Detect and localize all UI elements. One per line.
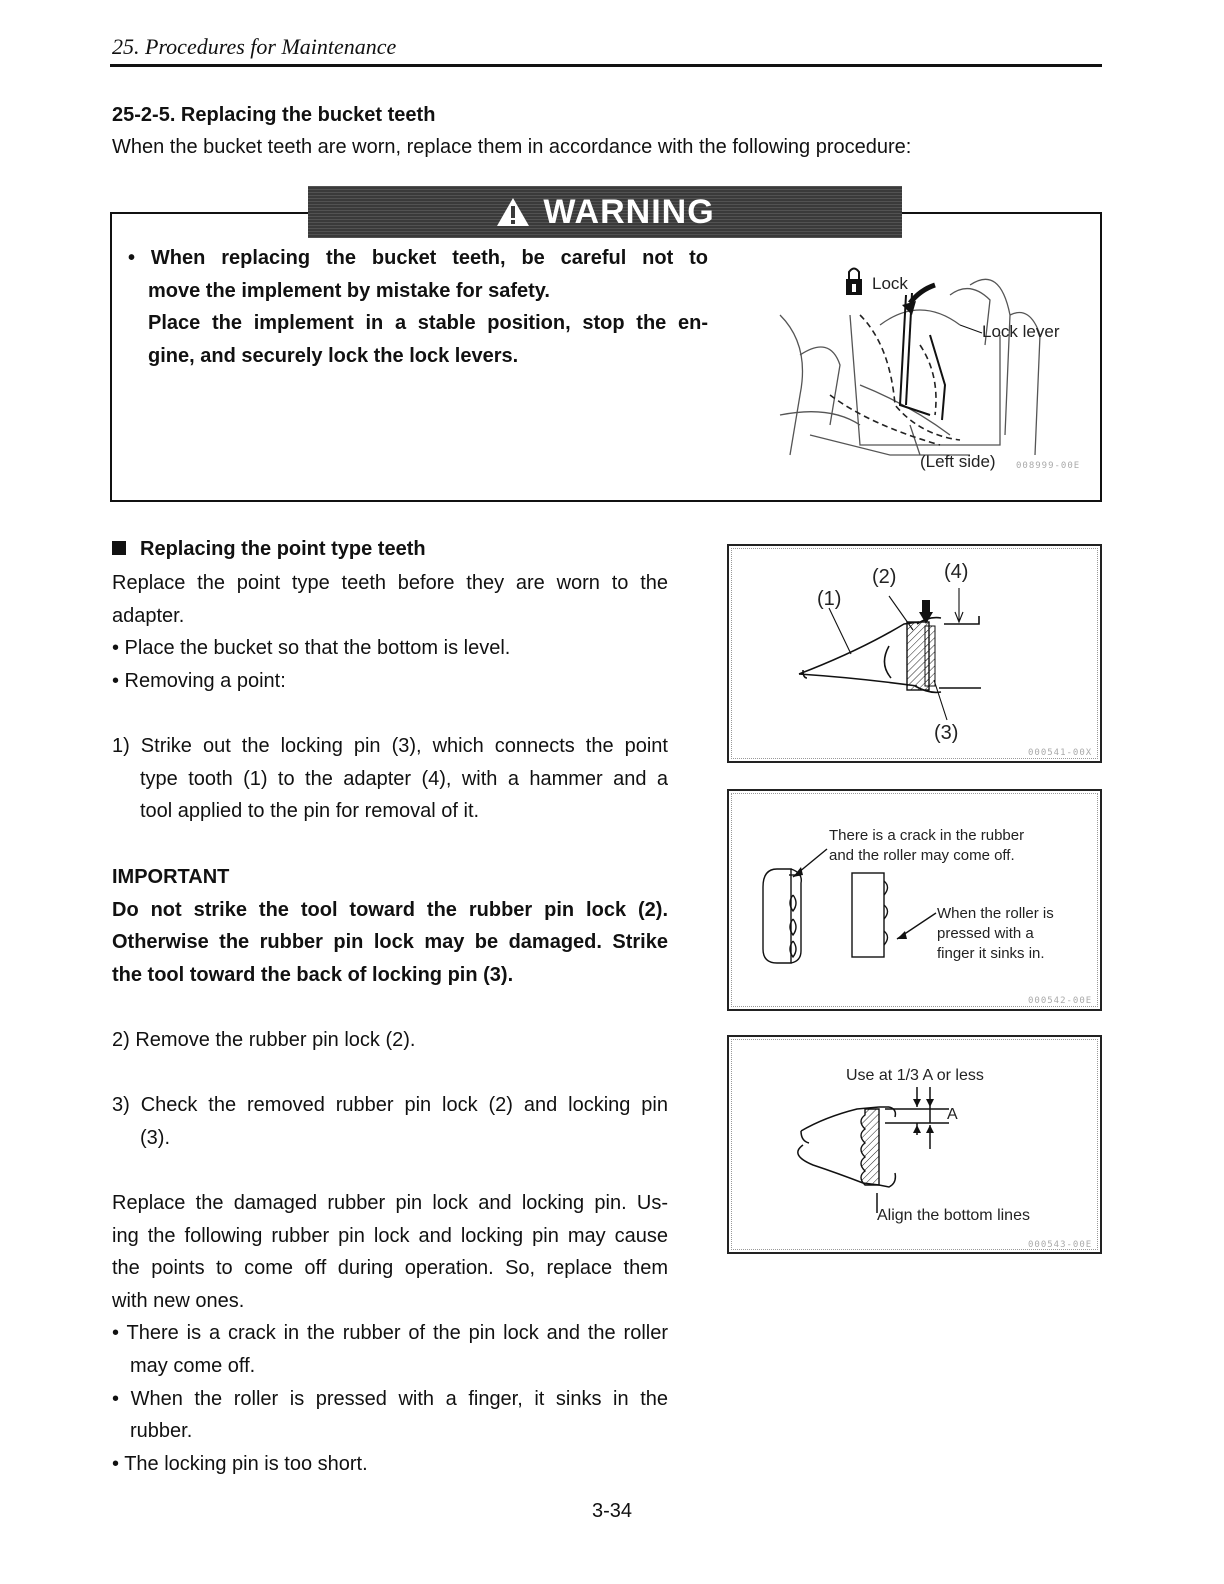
running-header: 25. Procedures for Maintenance xyxy=(112,34,397,59)
warning-line: Place the implement in a stable position, stop the en- xyxy=(148,312,708,335)
warning-label: WARNING xyxy=(543,192,715,231)
section-intro: When the bucket teeth are worn, replace them in accordance with the following procedure: xyxy=(112,136,912,158)
body-block-intro xyxy=(112,567,668,697)
important-note xyxy=(112,861,668,991)
important-line: Do not strike the tool toward the rubber pin lock (2). xyxy=(112,898,668,921)
important-heading: IMPORTANT xyxy=(112,866,230,888)
step-line: (3). xyxy=(140,1126,170,1149)
roller-note-line: finger it sinks in. xyxy=(937,945,1045,962)
bullet-item: • Removing a point: xyxy=(112,669,286,692)
step-3 xyxy=(112,1089,668,1154)
crack-note-line: There is a crack in the rubber xyxy=(829,827,1025,844)
figure-code: 008999-00E xyxy=(1016,461,1081,471)
paragraph-line: with new ones. xyxy=(112,1289,245,1312)
section-title: 25-2-5. Replacing the bucket teeth xyxy=(112,104,436,126)
adapter-label-4: (4) xyxy=(944,561,969,583)
step-line: tool applied to the pin for removal of it. xyxy=(140,800,480,823)
lock-icon xyxy=(846,269,862,296)
usage-note: Use at 1/3 A or less xyxy=(846,1067,984,1084)
bullet-item: • The locking pin is too short. xyxy=(112,1452,368,1475)
lock-lever-label: Lock lever xyxy=(982,322,1060,341)
step-1 xyxy=(112,730,668,828)
align-note: Align the bottom lines xyxy=(877,1207,1030,1224)
warning-text xyxy=(128,242,708,372)
pin-lock-label-2: (2) xyxy=(872,566,897,588)
roller-note-line: pressed with a xyxy=(937,925,1034,942)
figure-code: 000542-00E xyxy=(1028,996,1093,1006)
bullet-item: • There is a crack in the rubber of the pin lock and the roller xyxy=(112,1322,668,1345)
bullet-item: • When the roller is pressed with a finger, it sinks in the xyxy=(112,1387,668,1410)
important-line: Otherwise the rubber pin lock may be damaged. Strike xyxy=(112,931,668,954)
paragraph-line: Replace the point type teeth before they are worn to the xyxy=(112,572,668,594)
page-number: 3-34 xyxy=(591,1500,633,1522)
locking-pin-label-3: (3) xyxy=(934,722,959,744)
replace-paragraph xyxy=(112,1187,668,1480)
paragraph-line: adapter. xyxy=(112,604,185,627)
figure-code: 000541-00X xyxy=(1028,748,1093,758)
left-side-label: (Left side) xyxy=(920,452,996,471)
tooth-label-1: (1) xyxy=(817,588,842,610)
bullet-item: • Place the bucket so that the bottom is level. xyxy=(112,637,511,660)
warning-line: gine, and securely lock the lock levers. xyxy=(148,344,519,367)
warning-triangle-icon xyxy=(495,196,531,228)
step-2 xyxy=(112,1024,668,1057)
roller-note-line: When the roller is xyxy=(937,905,1054,922)
bullet-item-cont: may come off. xyxy=(130,1354,256,1377)
subsection-title xyxy=(112,538,426,561)
tooth-section-drawing xyxy=(729,546,1096,757)
square-bullet-icon xyxy=(112,541,126,555)
warning-banner xyxy=(308,186,902,238)
pin-lock-drawing xyxy=(729,791,1096,1005)
important-line: the tool toward the back of locking pin (3). xyxy=(112,963,514,986)
step-line: type tooth (1) to the adapter (4), with a hammer and a xyxy=(140,767,668,790)
subsection-title-text: Replacing the point type teeth xyxy=(140,538,426,560)
paragraph-line: the points to come off during operation. So, replace them xyxy=(112,1257,668,1280)
lock-label: Lock xyxy=(872,274,908,293)
crack-note-line: and the roller may come off. xyxy=(829,847,1015,864)
warning-line: • When replacing the bucket teeth, be careful not to xyxy=(128,247,708,269)
lock-lever-illustration xyxy=(770,255,1090,485)
step-line: 3) Check the removed rubber pin lock (2) and locking pin xyxy=(112,1094,668,1116)
step-line: 2) Remove the rubber pin lock (2). xyxy=(112,1029,416,1051)
figure-code: 000543-00E xyxy=(1028,1240,1093,1250)
paragraph-line: ing the following rubber pin lock and locking pin may cause xyxy=(112,1224,668,1247)
header-rule xyxy=(110,64,1102,67)
warning-line: move the implement by mistake for safety. xyxy=(148,279,550,302)
step-line: 1) Strike out the locking pin (3), which connects the point xyxy=(112,735,668,757)
paragraph-line: Replace the damaged rubber pin lock and locking pin. Us- xyxy=(112,1192,668,1214)
bullet-item-cont: rubber. xyxy=(130,1420,193,1443)
dimension-a-label: A xyxy=(947,1106,958,1123)
